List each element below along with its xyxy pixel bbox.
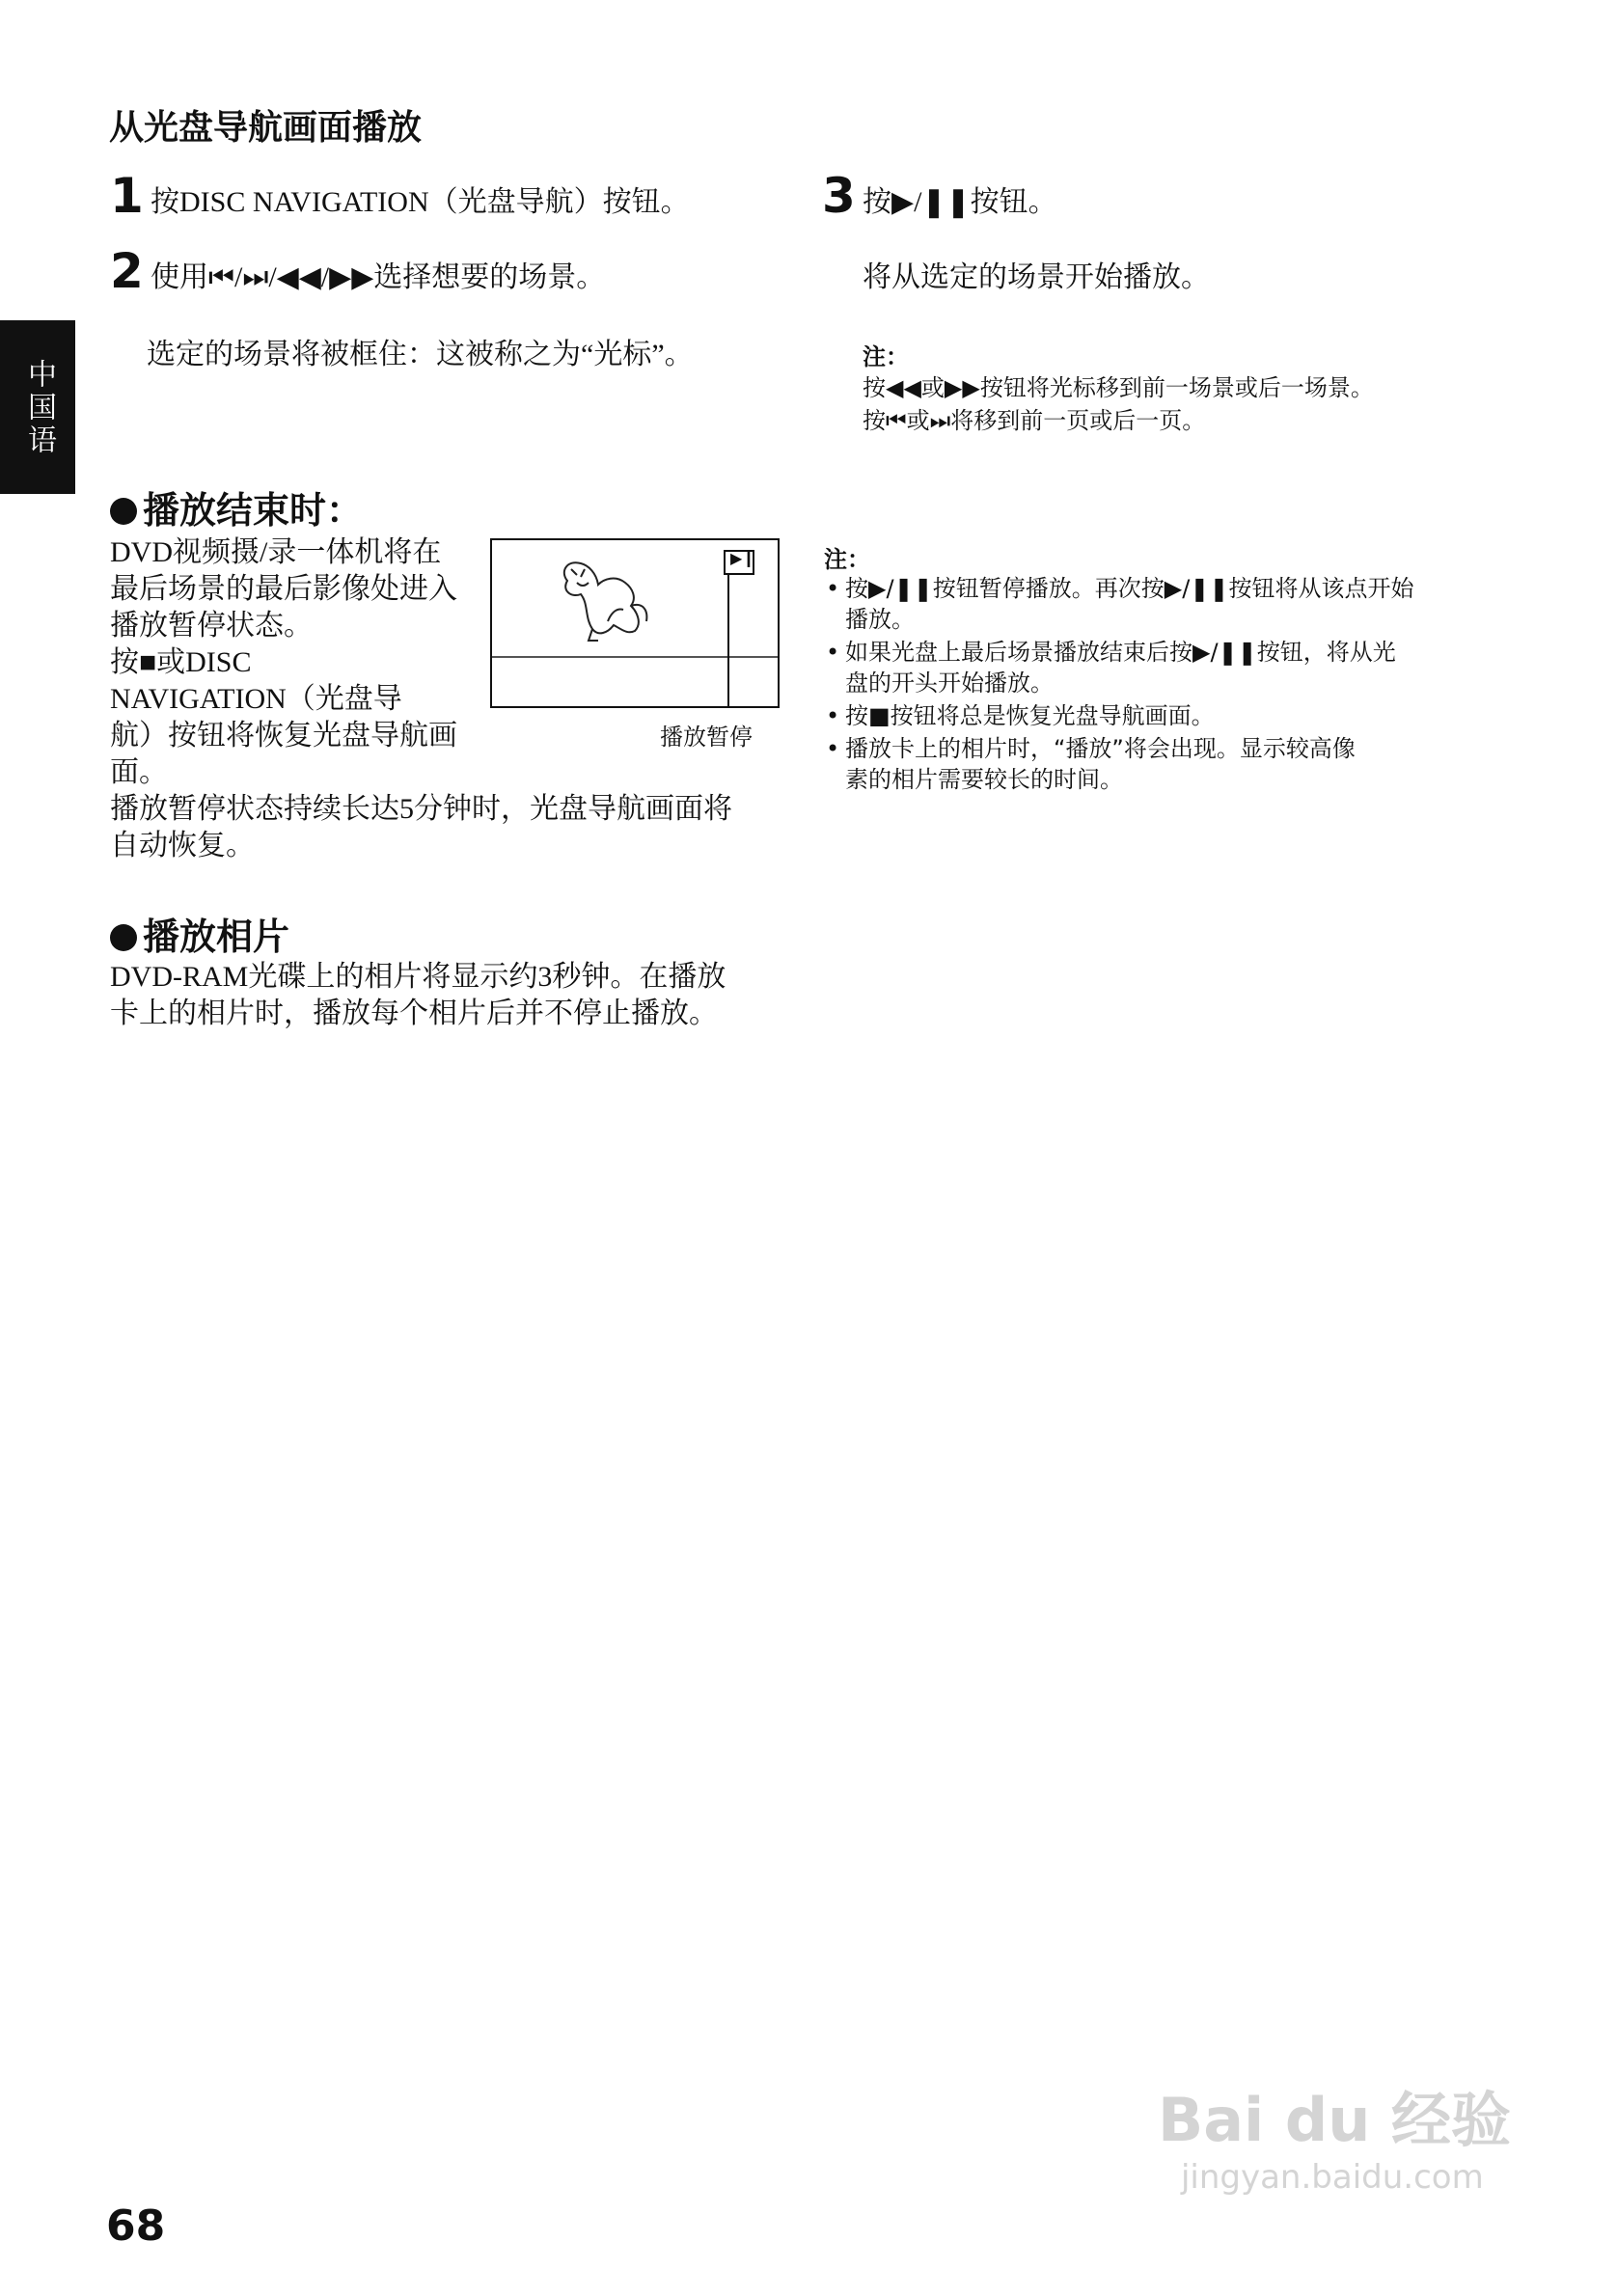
paragraph-line: DVD-RAM光碟上的相片将显示约3秒钟。在播放 [110,961,726,993]
bullet-dot-icon [110,924,137,951]
paragraph-line: NAVIGATION（光盘导 [110,683,402,715]
section-end-heading [110,480,363,533]
section-end-title: 播放结束时： [143,489,364,532]
page-number: 68 [106,2201,166,2251]
step-3-number: 3 [822,168,856,224]
step-2-number: 2 [110,243,144,299]
note-right-list [824,573,1499,797]
step-2-subtext: 选定的场景将被框住：这被称之为“光标”。 [147,339,694,370]
language-side-tab [0,320,75,494]
note-top-line-1: 按◀◀或▶▶按钮将光标移到前一场景或后一场景。 [863,374,1374,401]
page-title: 从光盘导航画面播放 [109,108,423,148]
list-item: • 按▶/❚❚按钮暂停播放。再次按▶/❚❚按钮将从该点开始 播放。 [824,573,1499,635]
paragraph-line: 播放暂停状态。 [110,610,313,642]
step-3-text: 按▶/❚❚按钮。 [863,186,1057,218]
figure-caption: 播放暂停 [660,724,753,751]
paragraph-line: 按■或DISC [110,646,252,678]
step-3-subtext: 将从选定的场景开始播放。 [863,261,1210,293]
paragraph-line: 播放暂停状态持续长达5分钟时，光盘导航画面将 [110,793,732,825]
screen-illustration [490,538,780,708]
language-tab-label: 中国语 [22,359,56,457]
note-top-heading: 注： [863,343,909,370]
bullet-dot-icon [110,498,137,525]
caption-leader-line [727,575,729,706]
section-end-after [110,791,785,864]
paragraph-line: 航）按钮将恢复光盘导航画 [110,720,457,752]
note-right-heading: 注： [824,546,870,573]
list-item: • 播放卡上的相片时，“播放”将会出现。显示较高像 素的相片需要较长的时间。 [824,733,1499,795]
step-1-number: 1 [110,168,144,224]
baidu-watermark [1158,2072,1511,2197]
note-top-line-2: 按⏮或⏭将移到前一页或后一页。 [863,407,1206,434]
watermark-url: jingyan.baidu.com [1180,2158,1484,2197]
paragraph-line: 面。 [110,756,168,788]
section-end-paragraph [110,534,486,791]
paragraph-line: 自动恢复。 [110,830,255,861]
list-item: • 如果光盘上最后场景播放结束后按▶/❚❚按钮，将从光 盘的开头开始播放。 [824,637,1499,698]
section-photo-heading [110,907,289,960]
step-2-text: 使用⏮/⏭/◀◀/▶▶选择想要的场景。 [151,261,606,293]
paragraph-line: 卡上的相片时，播放每个相片后并不停止播放。 [110,998,718,1029]
screen-divider [492,656,778,658]
watermark-logo: Bai du 经验 [1157,2085,1511,2155]
section-photo-title: 播放相片 [143,916,290,958]
paragraph-line: 最后场景的最后影像处进入 [110,573,457,605]
list-item: • 按■按钮将总是恢复光盘导航画面。 [824,700,1499,731]
section-photo-paragraph [110,959,785,1032]
pause-indicator-icon: ▶❙ [724,550,754,575]
paragraph-line: DVD视频摄/录一体机将在 [110,536,442,568]
step-1-text: 按DISC NAVIGATION（光盘导航）按钮。 [151,186,690,218]
